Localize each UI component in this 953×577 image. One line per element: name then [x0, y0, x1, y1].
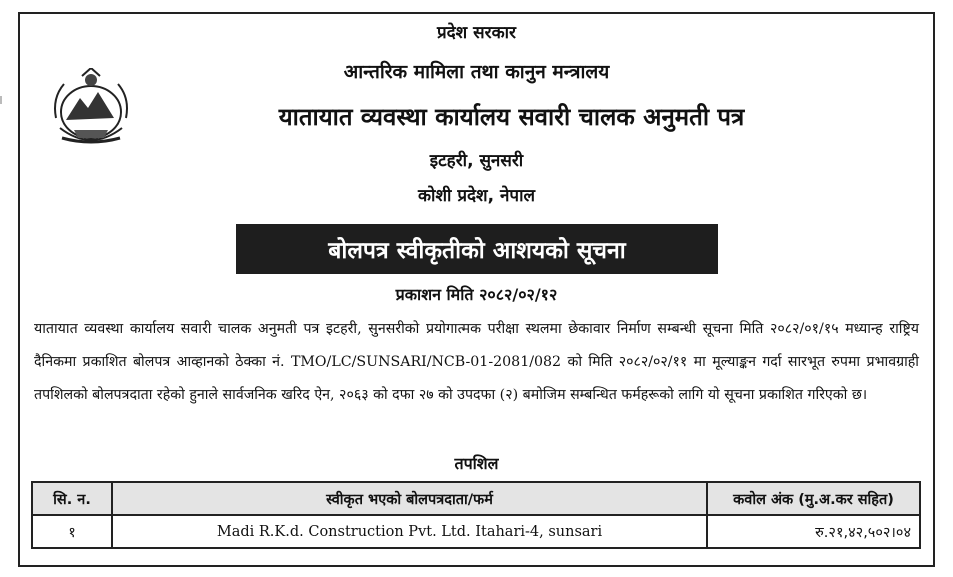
- award-table: [31, 481, 921, 549]
- notice-title-banner: बोलपत्र स्वीकृतीको आशयको सूचना: [236, 224, 718, 274]
- ministry-heading: आन्तरिक मामिला तथा कानुन मन्त्रालय: [343, 61, 610, 83]
- page-edge-mark: [0, 96, 2, 104]
- notice-body: यातायात व्यवस्था कार्यालय सवारी चालक अनुमती पत्र इटहरी, सुनसरीको प्रयोगात्मक परीक्षा स्थलमा छेकावार निर्माण सम्बन्धी सूचना मिति २०८२/०१/१५ मध्यान्ह राष्ट्रिय दैनिकमा प्रकाशित बोलपत्र आव्हानको ठेक्का नं. TMO/LC/SUNSARI/NCB-01-2081/082 को मिति २०८२/०२/११ मा मूल्याङ्कन गर्दा सारभूत रुपमा प्रभावग्राही तपशिलको बोलपत्रदाता रहेको हुनाले सार्वजनिक खरिद ऐन, २०६३ को दफा २७ को उपदफा (२) बमोजिम सम्बन्धित फर्महरूको लागि यो सूचना प्रकाशित गरिएको छ।: [34, 321, 919, 403]
- table-row: [32, 515, 920, 548]
- location-line-1: इटहरी, सुनसरी: [429, 151, 524, 171]
- column-header-amount: कवोल अंक (मु.अ.कर सहित): [707, 482, 920, 515]
- column-header-firm: स्वीकृत भएको बोलपत्रदाता/फर्म: [112, 482, 707, 515]
- office-heading: यातायात व्यवस्था कार्यालय सवारी चालक अनुमती पत्र: [278, 103, 745, 131]
- column-header-sn: सि. न.: [32, 482, 112, 515]
- publish-date: प्रकाशन मिति २०८२/०२/१२: [395, 285, 558, 304]
- row-sn: १: [32, 515, 112, 548]
- row-firm: Madi R.K.d. Construction Pvt. Ltd. Itahari-4, sunsari: [112, 515, 707, 548]
- location-line-2: कोशी प्रदेश, नेपाल: [418, 186, 535, 206]
- govt-heading: प्रदेश सरकार: [436, 23, 517, 43]
- table-header-row: [32, 482, 920, 515]
- row-amount: रु.२१,४२,५०२।०४: [707, 515, 920, 548]
- schedule-label: तपशिल: [454, 454, 499, 473]
